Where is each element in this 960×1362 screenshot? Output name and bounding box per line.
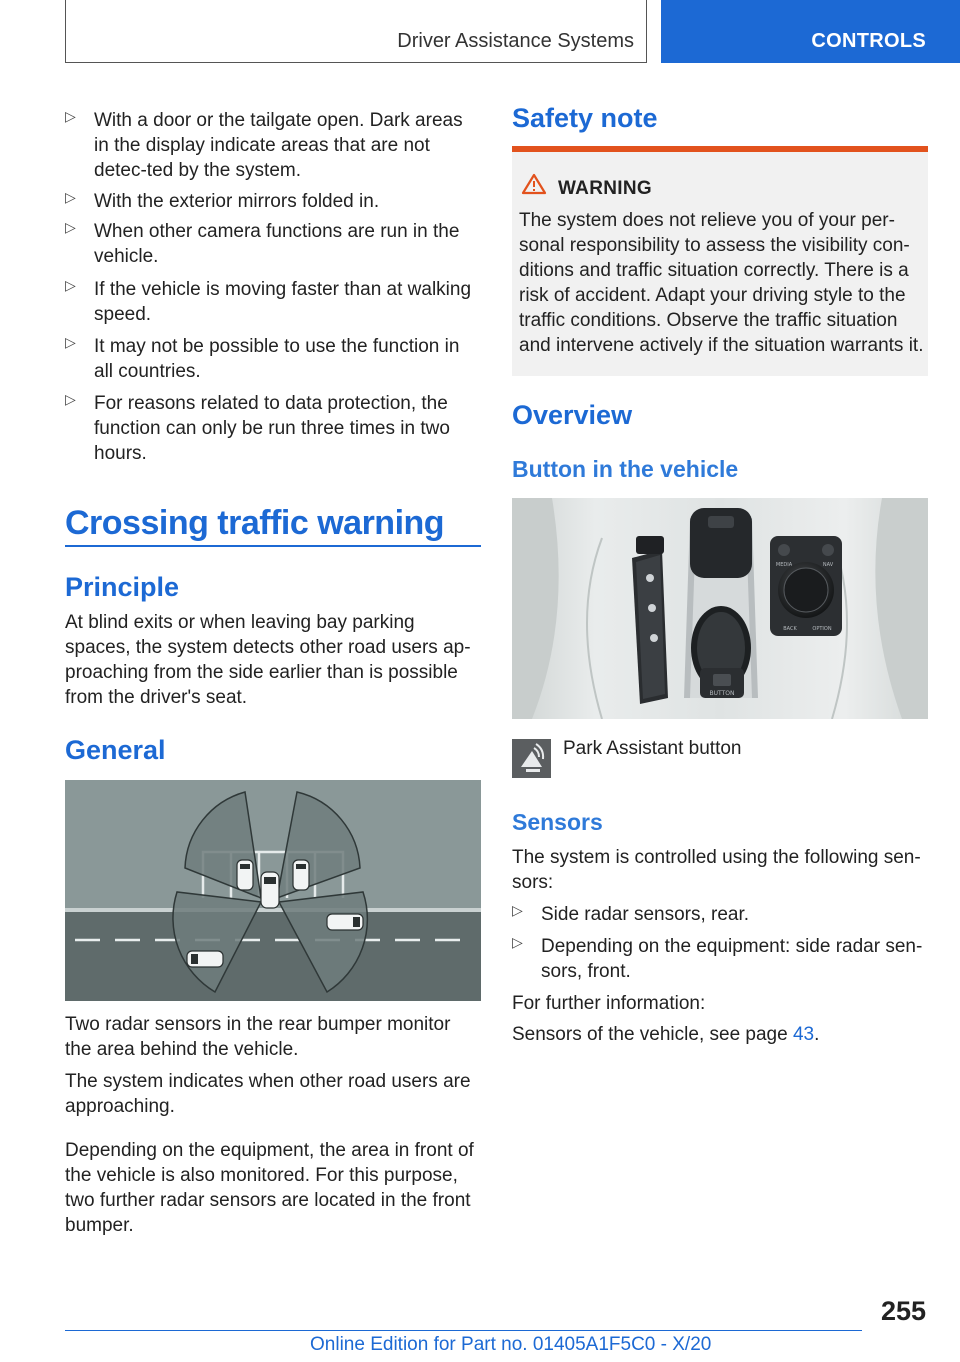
page-number: 255 (880, 1296, 926, 1326)
triangle-bullet-icon: ▷ (65, 108, 76, 124)
header-section-box (65, 0, 647, 63)
triangle-bullet-icon: ▷ (512, 934, 523, 950)
section-title-rule (65, 545, 481, 547)
warning-box (512, 146, 928, 376)
further-info-label: For further information: (512, 993, 706, 1014)
console-label-media: MEDIA (775, 562, 793, 568)
triangle-bullet-icon: ▷ (65, 219, 76, 235)
park-assistant-caption: Park Assistant button (563, 738, 742, 759)
warning-text: The system does not relieve you of your per‐sonal responsibility to assess the visibility con‐ditions and traffic situation correctly. There is a risk of accident. Adapt your driving style to the traffic conditions. Observe the traffic situation and intervene actively if the situation warrants it. (519, 210, 924, 356)
triangle-bullet-icon: ▷ (65, 391, 76, 407)
crossing-traffic-illustration (65, 780, 481, 1001)
header-chapter-box (661, 0, 960, 63)
safety-note-heading: Safety note (512, 103, 658, 133)
footer-rule (65, 1330, 862, 1331)
console-label-nav: NAV (822, 562, 834, 568)
console-label-back: BACK (783, 626, 797, 632)
general-para1: Two radar sensors in the rear bumper monitor the area behind the vehicle. (65, 1014, 451, 1060)
section-title: Crossing traffic warning (65, 504, 445, 542)
footer-edition: Online Edition for Part no. 01405A1F5C0 - X/20 (310, 1334, 712, 1355)
header-chapter-title: CONTROLS (811, 30, 926, 52)
warning-triangle-icon (521, 173, 547, 195)
triangle-bullet-icon: ▷ (65, 189, 76, 205)
principle-text: At blind exits or when leaving bay parking spaces, the system detects other road users ap‐proaching from the side earlier than is possible from the driver's seat. (65, 612, 471, 708)
triangle-bullet-icon: ▷ (512, 902, 523, 918)
button-in-vehicle-heading: Button in the vehicle (512, 456, 739, 482)
console-label-option: OPTION (812, 626, 832, 632)
sensors-page-reference: Sensors of the vehicle, see page 43. (512, 1024, 820, 1045)
general-para3: Depending on the equipment, the area in front of the vehicle is also monitored. For this purpose, two further radar sensors are located in the front bumper. (65, 1140, 474, 1236)
console-label-button: BUTTON (709, 690, 735, 697)
triangle-bullet-icon: ▷ (65, 334, 76, 350)
sensors-heading: Sensors (512, 809, 603, 835)
page-link[interactable]: 43 (792, 1024, 815, 1045)
center-console-image (512, 498, 928, 719)
sensors-intro: The system is controlled using the following sen‐sors: (512, 847, 921, 893)
overview-heading: Overview (512, 400, 633, 430)
principle-heading: Principle (65, 572, 180, 602)
general-para2: The system indicates when other road users are approaching. (65, 1071, 471, 1117)
park-assistant-icon (512, 739, 551, 778)
header-section-title: Driver Assistance Systems (397, 30, 634, 52)
general-heading: General (65, 735, 166, 765)
triangle-bullet-icon: ▷ (65, 277, 76, 293)
warning-label: WARNING (558, 178, 652, 199)
